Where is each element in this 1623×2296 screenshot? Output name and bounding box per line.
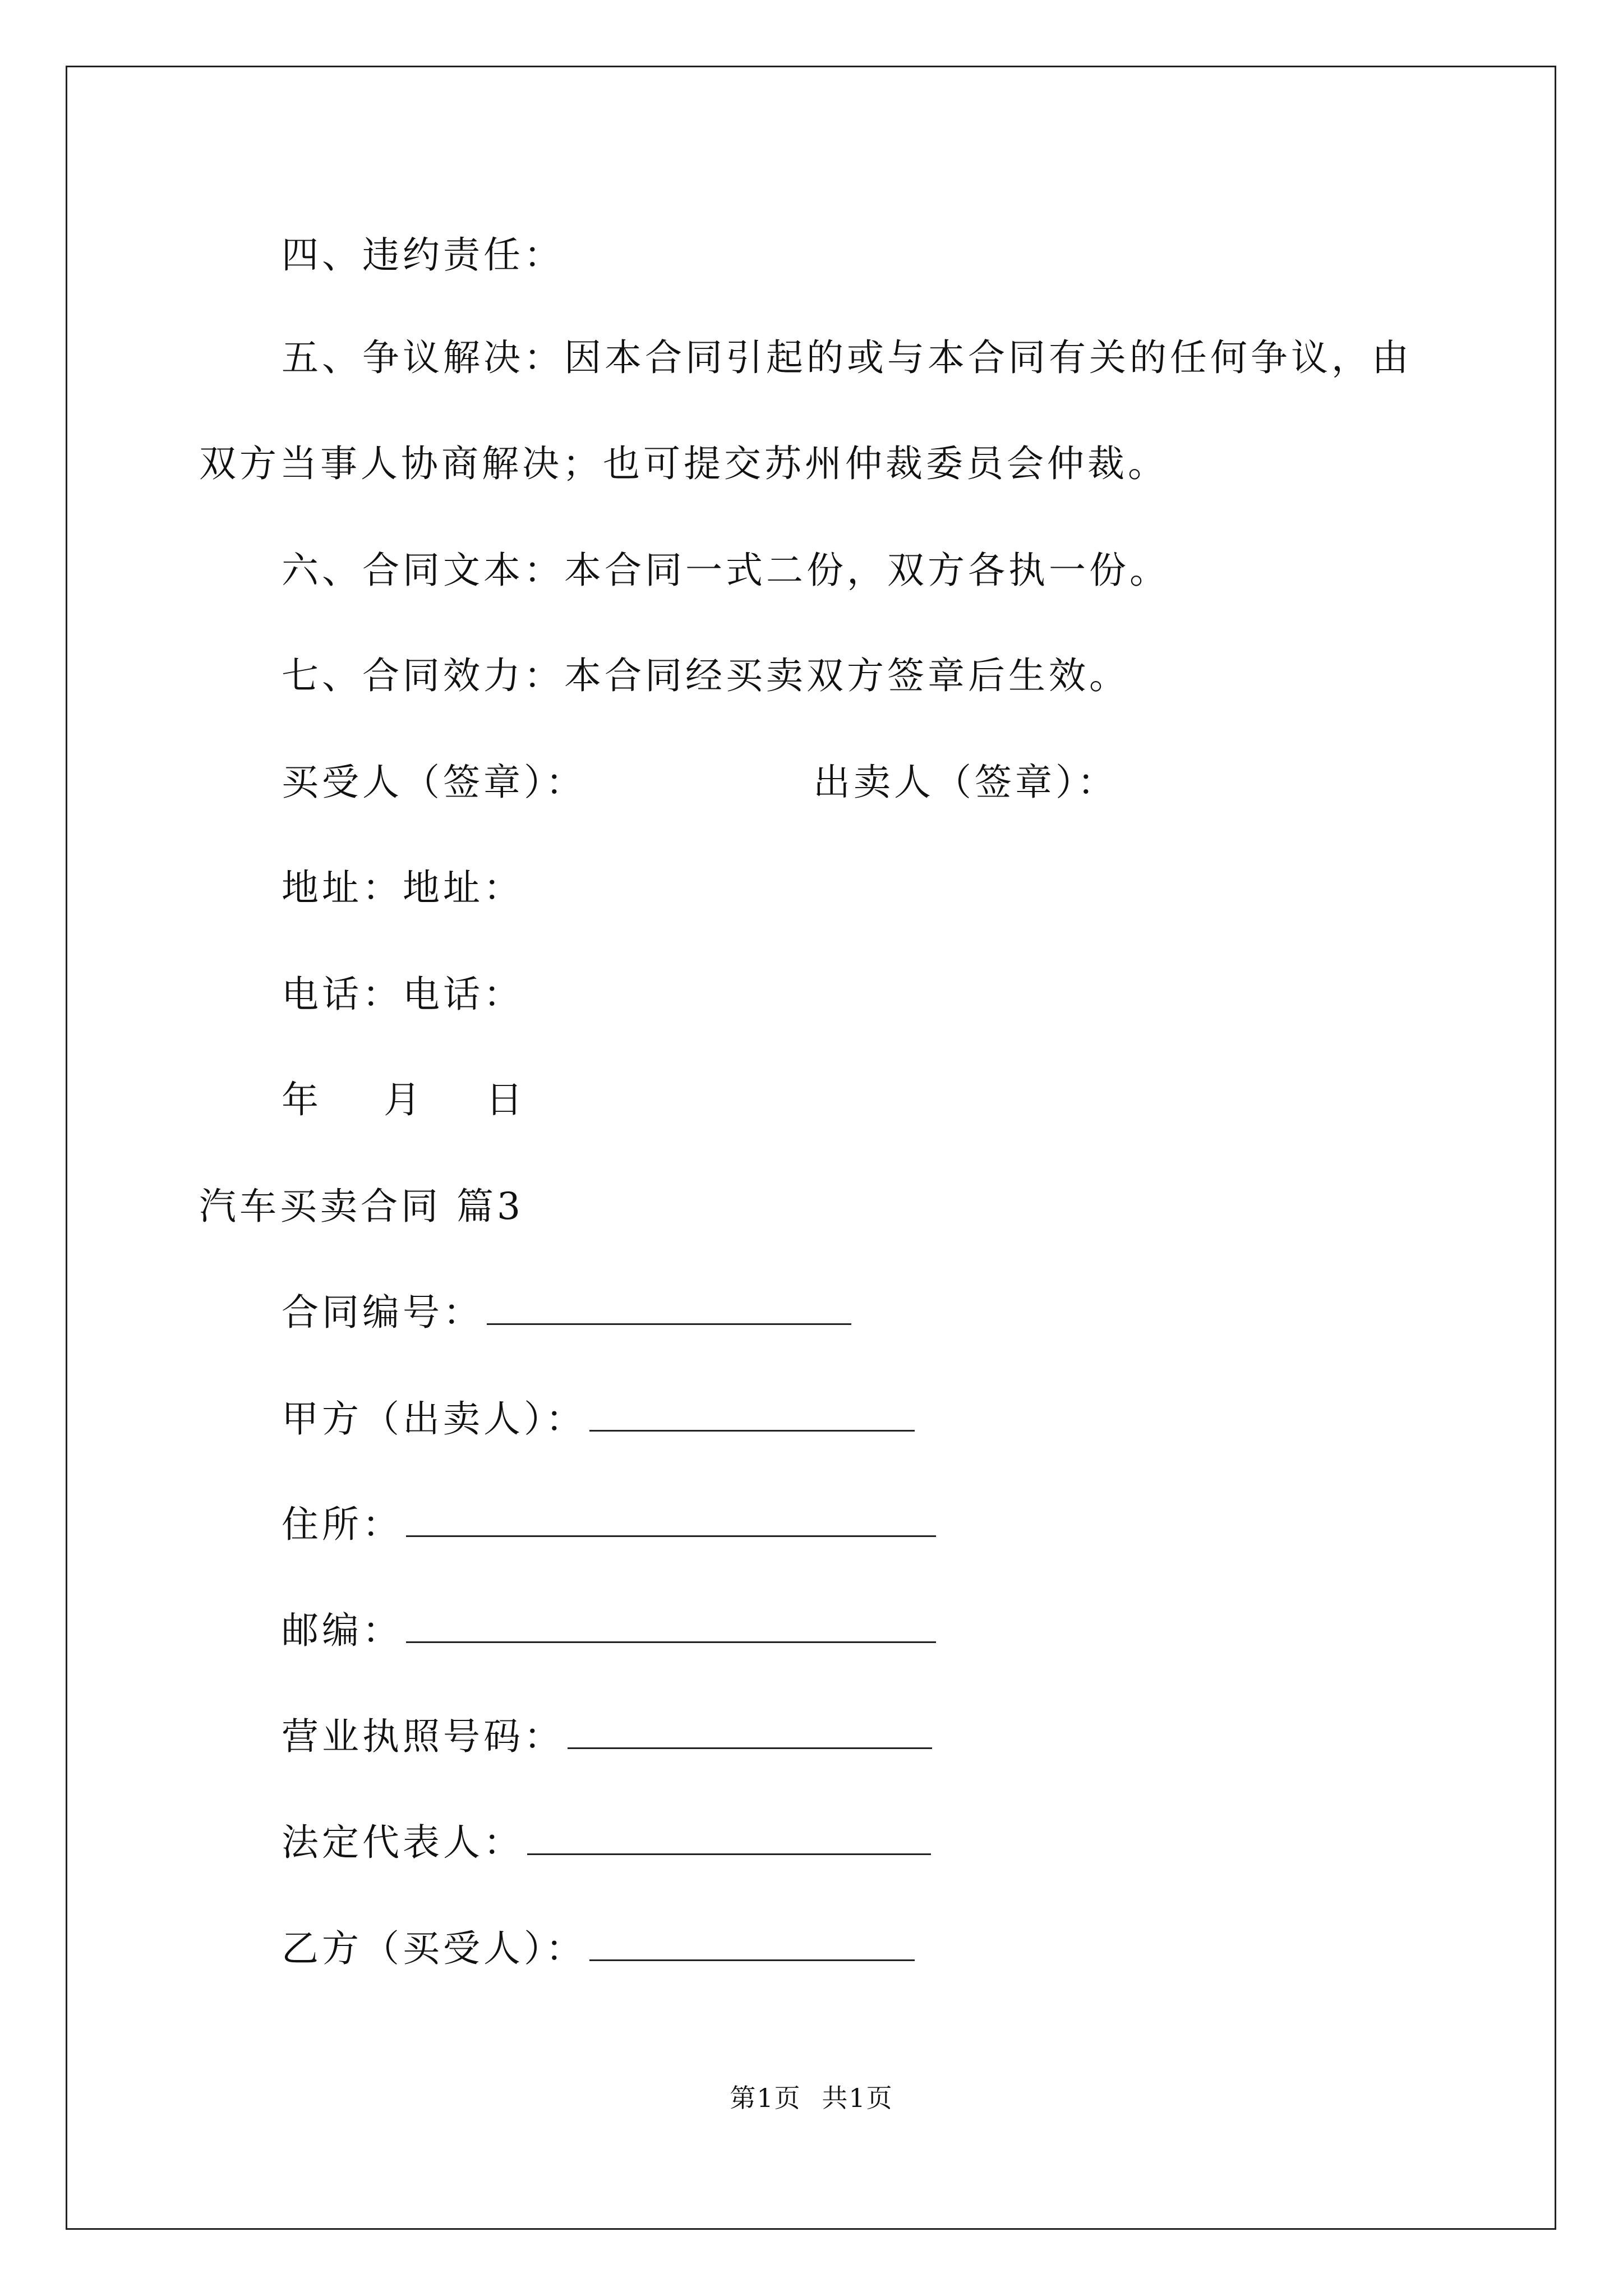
legal-rep-blank [527,1820,931,1855]
postcode-blank [406,1608,936,1643]
party-a-label: 甲方（出卖人）： [282,1397,586,1441]
license-no-blank [568,1714,932,1749]
license-no-field [282,1714,932,1759]
party-b-label: 乙方（买受人）： [282,1927,586,1970]
license-no-label: 营业执照号码： [282,1715,564,1758]
clause-breach: 四、违约责任： [282,233,564,277]
residence-blank [406,1502,936,1537]
seller-signature-label: 出卖人（签章）： [813,761,1118,804]
residence-label: 住所： [282,1503,403,1546]
clause-text-copies: 六、合同文本：本合同一式二份，双方各执一份。 [282,549,1170,592]
residence-field [282,1502,936,1547]
party-b-blank [589,1926,915,1961]
clause-dispute-line1: 五、争议解决：因本合同引起的或与本合同有关的任何争议，由 [282,336,1412,379]
contract-no-label: 合同编号： [282,1291,483,1334]
section-title: 汽车买卖合同 篇3 [199,1185,524,1228]
footer-total-pages: 共1页 [822,2083,893,2113]
date-line [282,1078,526,1122]
party-a-field [282,1396,915,1442]
clause-validity: 七、合同效力：本合同经买卖双方签章后生效。 [282,654,1129,697]
date-year: 年 [282,1078,322,1121]
party-b-field [282,1926,915,1971]
address-line: 地址：地址： [282,866,524,909]
date-month: 月 [384,1078,424,1121]
buyer-signature-label: 买受人（签章）： [282,761,586,804]
contract-no-field [282,1290,851,1335]
page-footer [0,2082,1623,2114]
legal-rep-field [282,1820,931,1865]
legal-rep-label: 法定代表人： [282,1821,524,1864]
postcode-field [282,1608,936,1653]
page-border [66,66,1556,2230]
contract-no-blank [487,1290,851,1325]
footer-page-number: 第1页 [730,2083,801,2113]
clause-dispute-line2: 双方当事人协商解决；也可提交苏州仲裁委员会仲裁。 [199,442,1168,485]
date-day: 日 [486,1078,526,1121]
postcode-label: 邮编： [282,1609,403,1652]
party-a-blank [589,1396,915,1432]
phone-line: 电话：电话： [282,973,524,1016]
